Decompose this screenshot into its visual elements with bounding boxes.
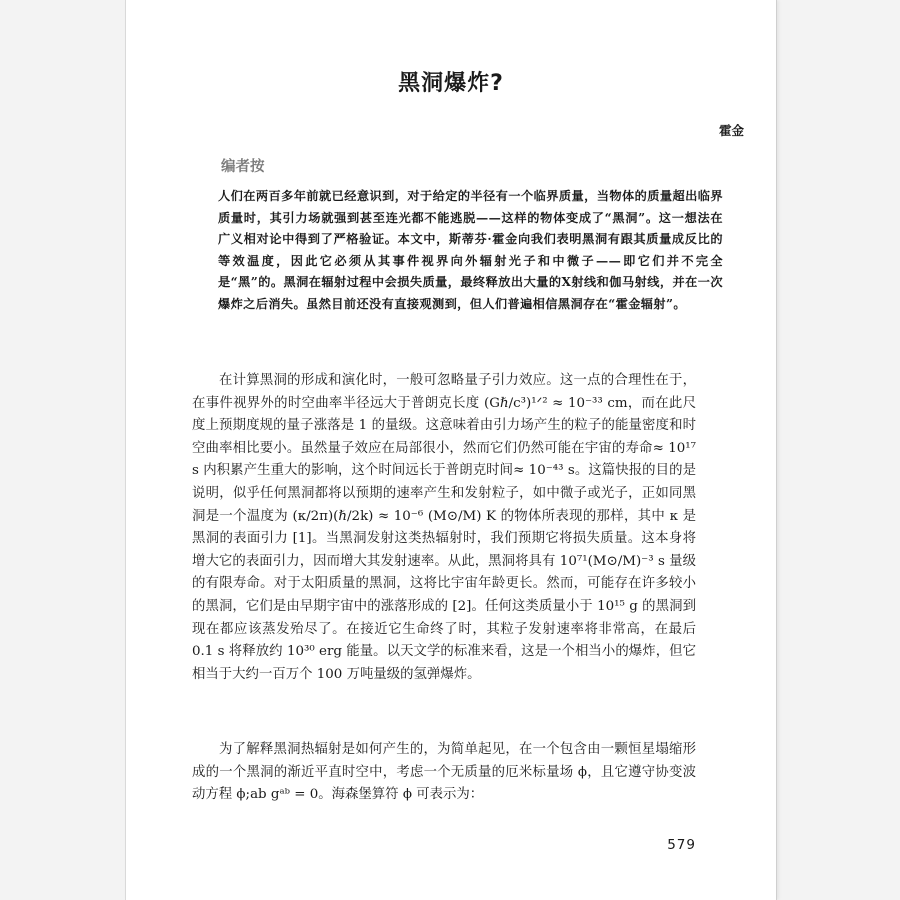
document-page [125, 0, 777, 900]
author-name: 霍金 [718, 123, 744, 138]
editor-note-heading: 编者按 [221, 159, 265, 175]
page-number: 579 [667, 837, 696, 853]
body-paragraph-1: 在计算黑洞的形成和演化时，一般可忽略量子引力效应。这一点的合理性在于，在事件视界外的时空曲率半径远大于普朗克长度 (Gℏ/c³)¹ᐟ² ≈ 10⁻³³ cm，而在此尺度上预期度规的量子涨落是 1 的量级。这意味着由引力场产生的粒子的能量密度和时空曲率相比要小。虽然量子效应在局部很小，然而它们仍然可能在宇宙的寿命≈ 10¹⁷ s 内积累产生重大的影响，这个时间远长于普朗克时间≈ 10⁻⁴³ s。这篇快报的目的是说明，似乎任何黑洞都将以预期的速率产生和发射粒子，如中微子或光子，正如同黑洞是一个温度为 (κ/2π)(ℏ/2k) ≈ 10⁻⁶ (M⊙/M) K 的物体所表现的那样，其中 κ 是黑洞的表面引力 [1]。当黑洞发射这类热辐射时，我们预期它将损失质量。这本身将增大它的表面引力，因而增大其发射速率。从此，黑洞将具有 10⁷¹(M⊙/M)⁻³ s 量级的有限寿命。对于太阳质量的黑洞，这将比宇宙年龄更长。然而，可能存在许多较小的黑洞，它们是由早期宇宙中的涨落形成的 [2]。任何这类质量小于 10¹⁵ g 的黑洞到现在都应该蒸发殆尽了。在接近它生命终了时，其粒子发射速率将非常高，在最后 0.1 s 将释放约 10³⁰ erg 能量。以天文学的标准来看，这是一个相当小的爆炸，但它相当于大约一百万个 100 万吨量级的氢弹爆炸。 [192, 373, 696, 682]
body-paragraph-2: 为了解释黑洞热辐射是如何产生的，为简单起见，在一个包含由一颗恒星塌缩形成的一个黑洞的渐近平直时空中，考虑一个无质量的厄米标量场 ϕ，且它遵守协变波动方程 ϕ;ab gᵃᵇ = 0。海森堡算符 ϕ 可表示为： [192, 742, 696, 803]
article-title: 黑洞爆炸? [398, 71, 504, 96]
editor-note-text: 人们在两百多年前就已经意识到，对于给定的半径有一个临界质量，当物体的质量超出临界质量时，其引力场就强到甚至连光都不能逃脱——这样的物体变成了“黑洞”。这一想法在广义相对论中得到了严格验证。本文中，斯蒂芬·霍金向我们表明黑洞有跟其质量成反比的等效温度，因此它必须从其事件视界向外辐射光子和中微子——即它们并不完全是“黑”的。黑洞在辐射过程中会损失质量，最终释放出大量的X射线和伽马射线，并在一次爆炸之后消失。虽然目前还没有直接观测到，但人们普遍相信黑洞存在“霍金辐射”。 [218, 189, 723, 311]
